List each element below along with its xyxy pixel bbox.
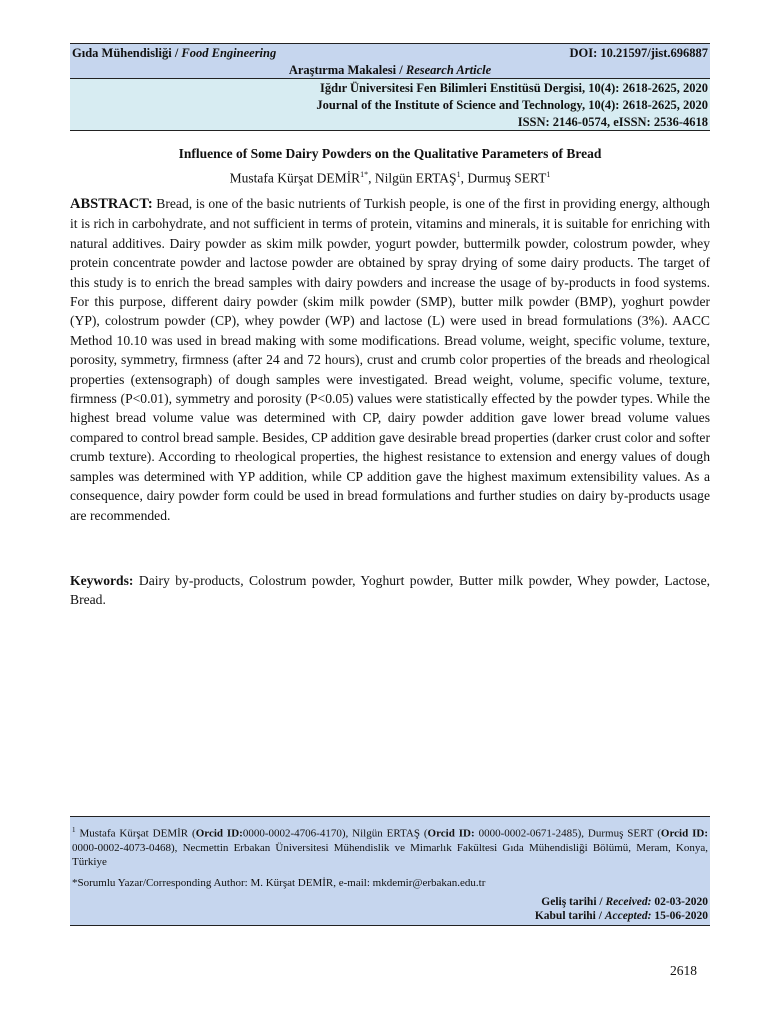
accepted-label-en: Accepted: <box>604 910 652 922</box>
accepted-date <box>535 909 708 923</box>
type-tr: Araştırma Makalesi <box>288 62 397 77</box>
received-label-tr: Geliş tarihi / <box>541 896 603 908</box>
author-affiliation: 1* <box>360 170 369 179</box>
journal-en: Journal of the Institute of Science and Technology, 10(4): 2618-2625, 2020 <box>316 97 708 112</box>
abstract-label: ABSTRACT: <box>70 196 153 212</box>
author-name: Mustafa Kürşat DEMİR <box>229 170 361 186</box>
footnote-text: Mustafa Kürşat DEMİR ( <box>79 827 196 840</box>
article-dates <box>535 895 708 923</box>
page-number: 2618 <box>670 963 697 978</box>
journal-header <box>70 43 710 131</box>
journal-info <box>70 78 710 130</box>
type-en: Research Article <box>405 62 492 77</box>
keywords <box>70 571 710 610</box>
keywords-label: Keywords: <box>70 573 134 588</box>
author-affiliation: 1 <box>546 170 551 179</box>
received-value: 02-03-2020 <box>654 896 708 908</box>
header-row-field <box>70 44 710 61</box>
accepted-value: 15-06-2020 <box>654 910 708 922</box>
received-date <box>535 895 708 909</box>
header-row-type <box>70 61 710 78</box>
footnote-box <box>70 816 710 926</box>
keywords-text: Dairy by-products, Colostrum powder, Yoghurt powder, Butter milk powder, Whey powder, Lactose, Bread. <box>70 573 710 608</box>
footnote-text: 0000-0002-4073-0468), Necmettin Erbakan Üniversitesi Mühendislik ve Mimarlık Fakültesi Gıda Mühendisliği Bölümü, Meram, Konya, Türkiye <box>72 841 708 868</box>
affiliation-footnote <box>70 817 710 869</box>
journal-tr: Iğdır Üniversitesi Fen Bilimleri Enstitüsü Dergisi, 10(4): 2618-2625, 2020 <box>320 80 708 95</box>
article-type: Araştırma Makalesi / Research Article <box>288 62 492 77</box>
author-affiliation: 1 <box>456 170 461 179</box>
author-name: Nilgün ERTAŞ <box>374 170 457 186</box>
field-tr: Gıda Mühendisliği <box>72 45 172 60</box>
author-name: Durmuş SERT <box>467 170 547 186</box>
orcid-label: Orcid ID: <box>195 827 243 840</box>
paper-title: Influence of Some Dairy Powders on the Qualitative Parameters of Bread <box>178 146 602 161</box>
orcid-label: Orcid ID: <box>660 827 709 840</box>
footnote-text: 0000-0002-0671-2485), Durmuş SERT ( <box>474 827 661 840</box>
orcid-label: Orcid ID: <box>427 827 475 840</box>
author-list: Mustafa Kürşat $DEMİR^{1*}$, Nilgün ERTAŞ$^1$, Durmuş SERT$^1$ <box>229 170 551 186</box>
accepted-label-tr: Kabul tarihi / <box>534 910 602 922</box>
footnote-text: 0000-0002-4706-4170), Nilgün ERTAŞ ( <box>242 827 428 840</box>
subject-field: Gıda Mühendisliği / Food Engineering <box>72 45 277 60</box>
abstract-text: Bread, is one of the basic nutrients of Turkish people, is one of the first in providing energy, although it is rich in carbohydrate, and not sufficient in terms of protein, vitamins and minerals, it is suitable for enriching with natural additives. Dairy powder as skim milk powder, yogurt powder, buttermilk powder, colostrum powder, whey protein concentrate powder and lactose powder are obtained by spray drying of some dairy products. The target of this study is to enrich the bread samples with dairy powders and increase the usage of by-products in food systems. For this purpose, different dairy powder (skim milk powder (SMP), butter milk powder (BMP), yoghurt powder (YP), colostrum powder (CP), whey powder (WP) and lactose (L) were used in bread formulations (3%). AACC Method 10.10 was used in bread making with some modifications. Bread volume, weight, specific volume, texture, porosity, symmetry, firmness (after 24 and 72 hours), crust and crumb color properties of the breads and rheological properties (extensograph) of dough samples were investigated. Bread weight, volume, specific volume, texture, firmness (P<0.01), symmetry and porosity (P<0.05) values were statistically effected by the powder types. While the highest bread volume value was determined with CP, dairy powder addition gave lower bread volume values compared to control bread sample. Besides, CP addition gave desirable bread properties (darker crust color and softer crumb texture). According to rheological properties, the highest resistance to extension and energy values of dough samples was determined with YP addition, while CP addition gave the highest maximum extensibility values. As a consequence, dairy powder form could be used in bread formulations and further studies on dairy by-products usage are recommended. <box>70 196 710 523</box>
footnote-marker: 1 <box>72 826 76 834</box>
field-en: Food Engineering <box>181 45 277 60</box>
issn: ISSN: 2146-0574, eISSN: 2536-4618 <box>517 114 708 129</box>
doi: DOI: 10.21597/jist.696887 <box>569 45 708 60</box>
corresponding-author: *Sorumlu Yazar/Corresponding Author: M. Kürşat DEMİR, e-mail: mkdemir@erbakan.edu.tr <box>72 876 486 889</box>
abstract <box>70 194 710 525</box>
received-label-en: Received: <box>605 896 652 908</box>
